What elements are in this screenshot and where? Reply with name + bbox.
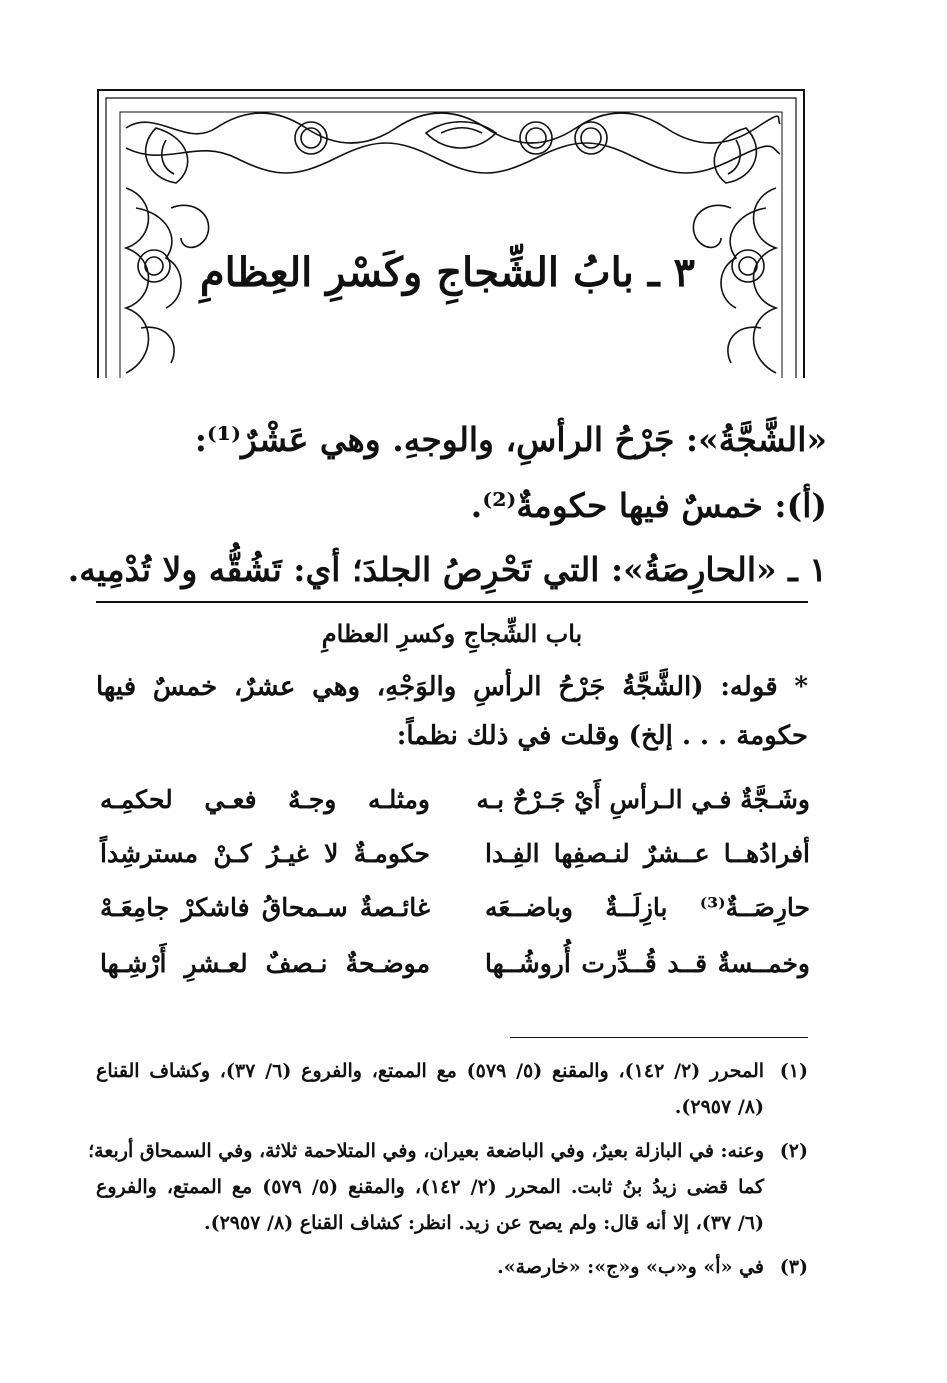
footnote-number: (١) [779,1060,808,1082]
ornamental-frame [96,88,806,380]
matn-line: ١ ـ «الحارِصَةُ»: التي تَحْرِصُ الجلدَ؛ أي: تَشُقُّه ولا تُدْمِيه. [67,550,827,589]
footnote-divider [510,1037,808,1038]
verse-first-hemistich: وخمــسةٌ قــد قُــدِّرت أُروشُــها [485,949,810,978]
verse-second-hemistich: غائـصةٌ سـمحاقُ فاشكرْ جامِعَـهْ [100,893,430,922]
verse-second-hemistich: حكومـةٌ لا غيـرُ كـنْ مسترشِداً [100,839,430,868]
footnote-line: (٨/ ٢٩٥٧). [674,1096,764,1118]
footnote-line: كما قضى زيدُ بنُ ثابت. المحرر (٢/ ١٤٢)، والمقنع (٥/ ٥٧٩) مع الممتع، والفروع [96,1176,764,1198]
footnote-line: (٦/ ٣٧)، إلا أنه قال: ولم يصح عن زيد. انظر: كشاف القناع (٨/ ٢٩٥٧). [203,1212,764,1234]
section-divider [96,601,808,603]
footnote-line: في «أ» و«ب» و«ج»: «خارصة». [497,1256,764,1278]
commentary-line: * قوله: (الشَّجَّةُ جَرْحُ الرأسِ والوَجْهِ، وهي عشرٌ، خمسٌ فيها [96,672,808,702]
verse-second-hemistich: ومثلـه وجـهٌ فعـي لحكمِـه [100,785,430,814]
verse-first-hemistich: أفرادُهــا عــشرٌ لنـصفِها الفِـدا [485,839,810,868]
commentary-line: حكومة . . . إلخ) وقلت في ذلك نظماً: [396,721,808,751]
commentary-title: باب الشِّجاجِ وكسرِ العظامِ [321,619,583,648]
footnote-number: (٣) [779,1256,808,1278]
footnote-number: (٢) [779,1140,808,1162]
verse-first-hemistich: حارِصَــةٌ⁽³⁾ بازِلَــةٌ وباضــعَه [485,893,810,922]
matn-line: (أ): خمسٌ فيها حكومةٌ⁽²⁾. [470,486,827,525]
verse-second-hemistich: موضـحةٌ نـصفٌ لعـشرِ أَرْشِـها [100,949,430,978]
footnote-line: وعنه: في البازلة بعيرٌ، وفي الباضعة بعيران، وفي المتلاحمة ثلاثة، وفي السمحاق أربعة؛ [88,1140,764,1162]
matn-line: «الشَّجَّةُ»: جَرْحُ الرأسِ، والوجهِ. وهي عَشْرٌ⁽¹⁾: [194,420,827,459]
chapter-title: ٣ ـ بابُ الشِّجاجِ وكَسْرِ العِظامِ [199,249,695,296]
verse-first-hemistich: وشَـجَّةٌ فـي الـرأسِ أَيْ جَـرْحٌ بـه [476,785,810,814]
footnote-line: المحرر (٢/ ١٤٢)، والمقنع (٥/ ٥٧٩) مع الممتع، والفروع (٦/ ٣٧)، وكشاف القناع [96,1060,765,1082]
